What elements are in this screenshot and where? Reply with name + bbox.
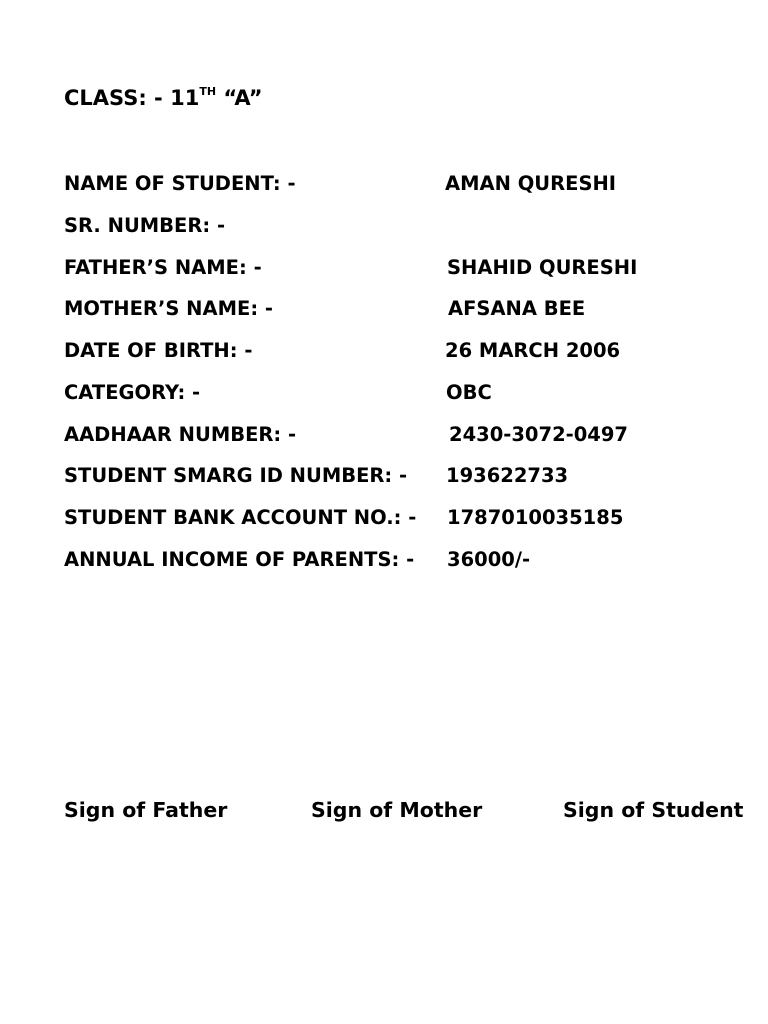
field-label: CATEGORY: -	[64, 381, 201, 404]
field-fathers-name	[0, 256, 768, 286]
field-smarg-id-number	[0, 464, 768, 494]
field-date-of-birth	[0, 339, 768, 369]
field-annual-income	[0, 548, 768, 578]
field-bank-account-no	[0, 506, 768, 536]
class-section: “A”	[216, 86, 263, 110]
field-value: 193622733	[446, 464, 569, 487]
field-label: FATHER’S NAME: -	[64, 256, 262, 279]
field-aadhaar-number	[0, 423, 768, 453]
sign-of-student: Sign of Student	[563, 798, 744, 822]
field-label: AADHAAR NUMBER: -	[64, 423, 297, 446]
field-value: 2430-3072-0497	[449, 423, 629, 446]
field-sr-number	[0, 214, 768, 244]
field-name-of-student	[0, 172, 768, 202]
field-label: SR. NUMBER: -	[64, 214, 226, 237]
field-value: SHAHID QURESHI	[447, 256, 638, 279]
field-label: STUDENT BANK ACCOUNT NO.: -	[64, 506, 417, 529]
field-value: AMAN QURESHI	[445, 172, 617, 195]
field-category	[0, 381, 768, 411]
field-value: 1787010035185	[447, 506, 624, 529]
field-label: STUDENT SMARG ID NUMBER: -	[64, 464, 408, 487]
field-label: DATE OF BIRTH: -	[64, 339, 253, 362]
field-label: MOTHER’S NAME: -	[64, 297, 273, 320]
class-heading	[64, 86, 263, 110]
field-label: NAME OF STUDENT: -	[64, 172, 296, 195]
field-label: ANNUAL INCOME OF PARENTS: -	[64, 548, 415, 571]
field-mothers-name	[0, 297, 768, 327]
field-value: 26 MARCH 2006	[445, 339, 621, 362]
sign-of-father: Sign of Father	[64, 798, 228, 822]
sign-of-mother: Sign of Mother	[311, 798, 483, 822]
field-value: OBC	[446, 381, 492, 404]
class-superscript: TH	[199, 85, 217, 98]
field-value: AFSANA BEE	[448, 297, 586, 320]
field-value: 36000/-	[447, 548, 531, 571]
class-prefix: CLASS: - 11	[64, 86, 200, 110]
